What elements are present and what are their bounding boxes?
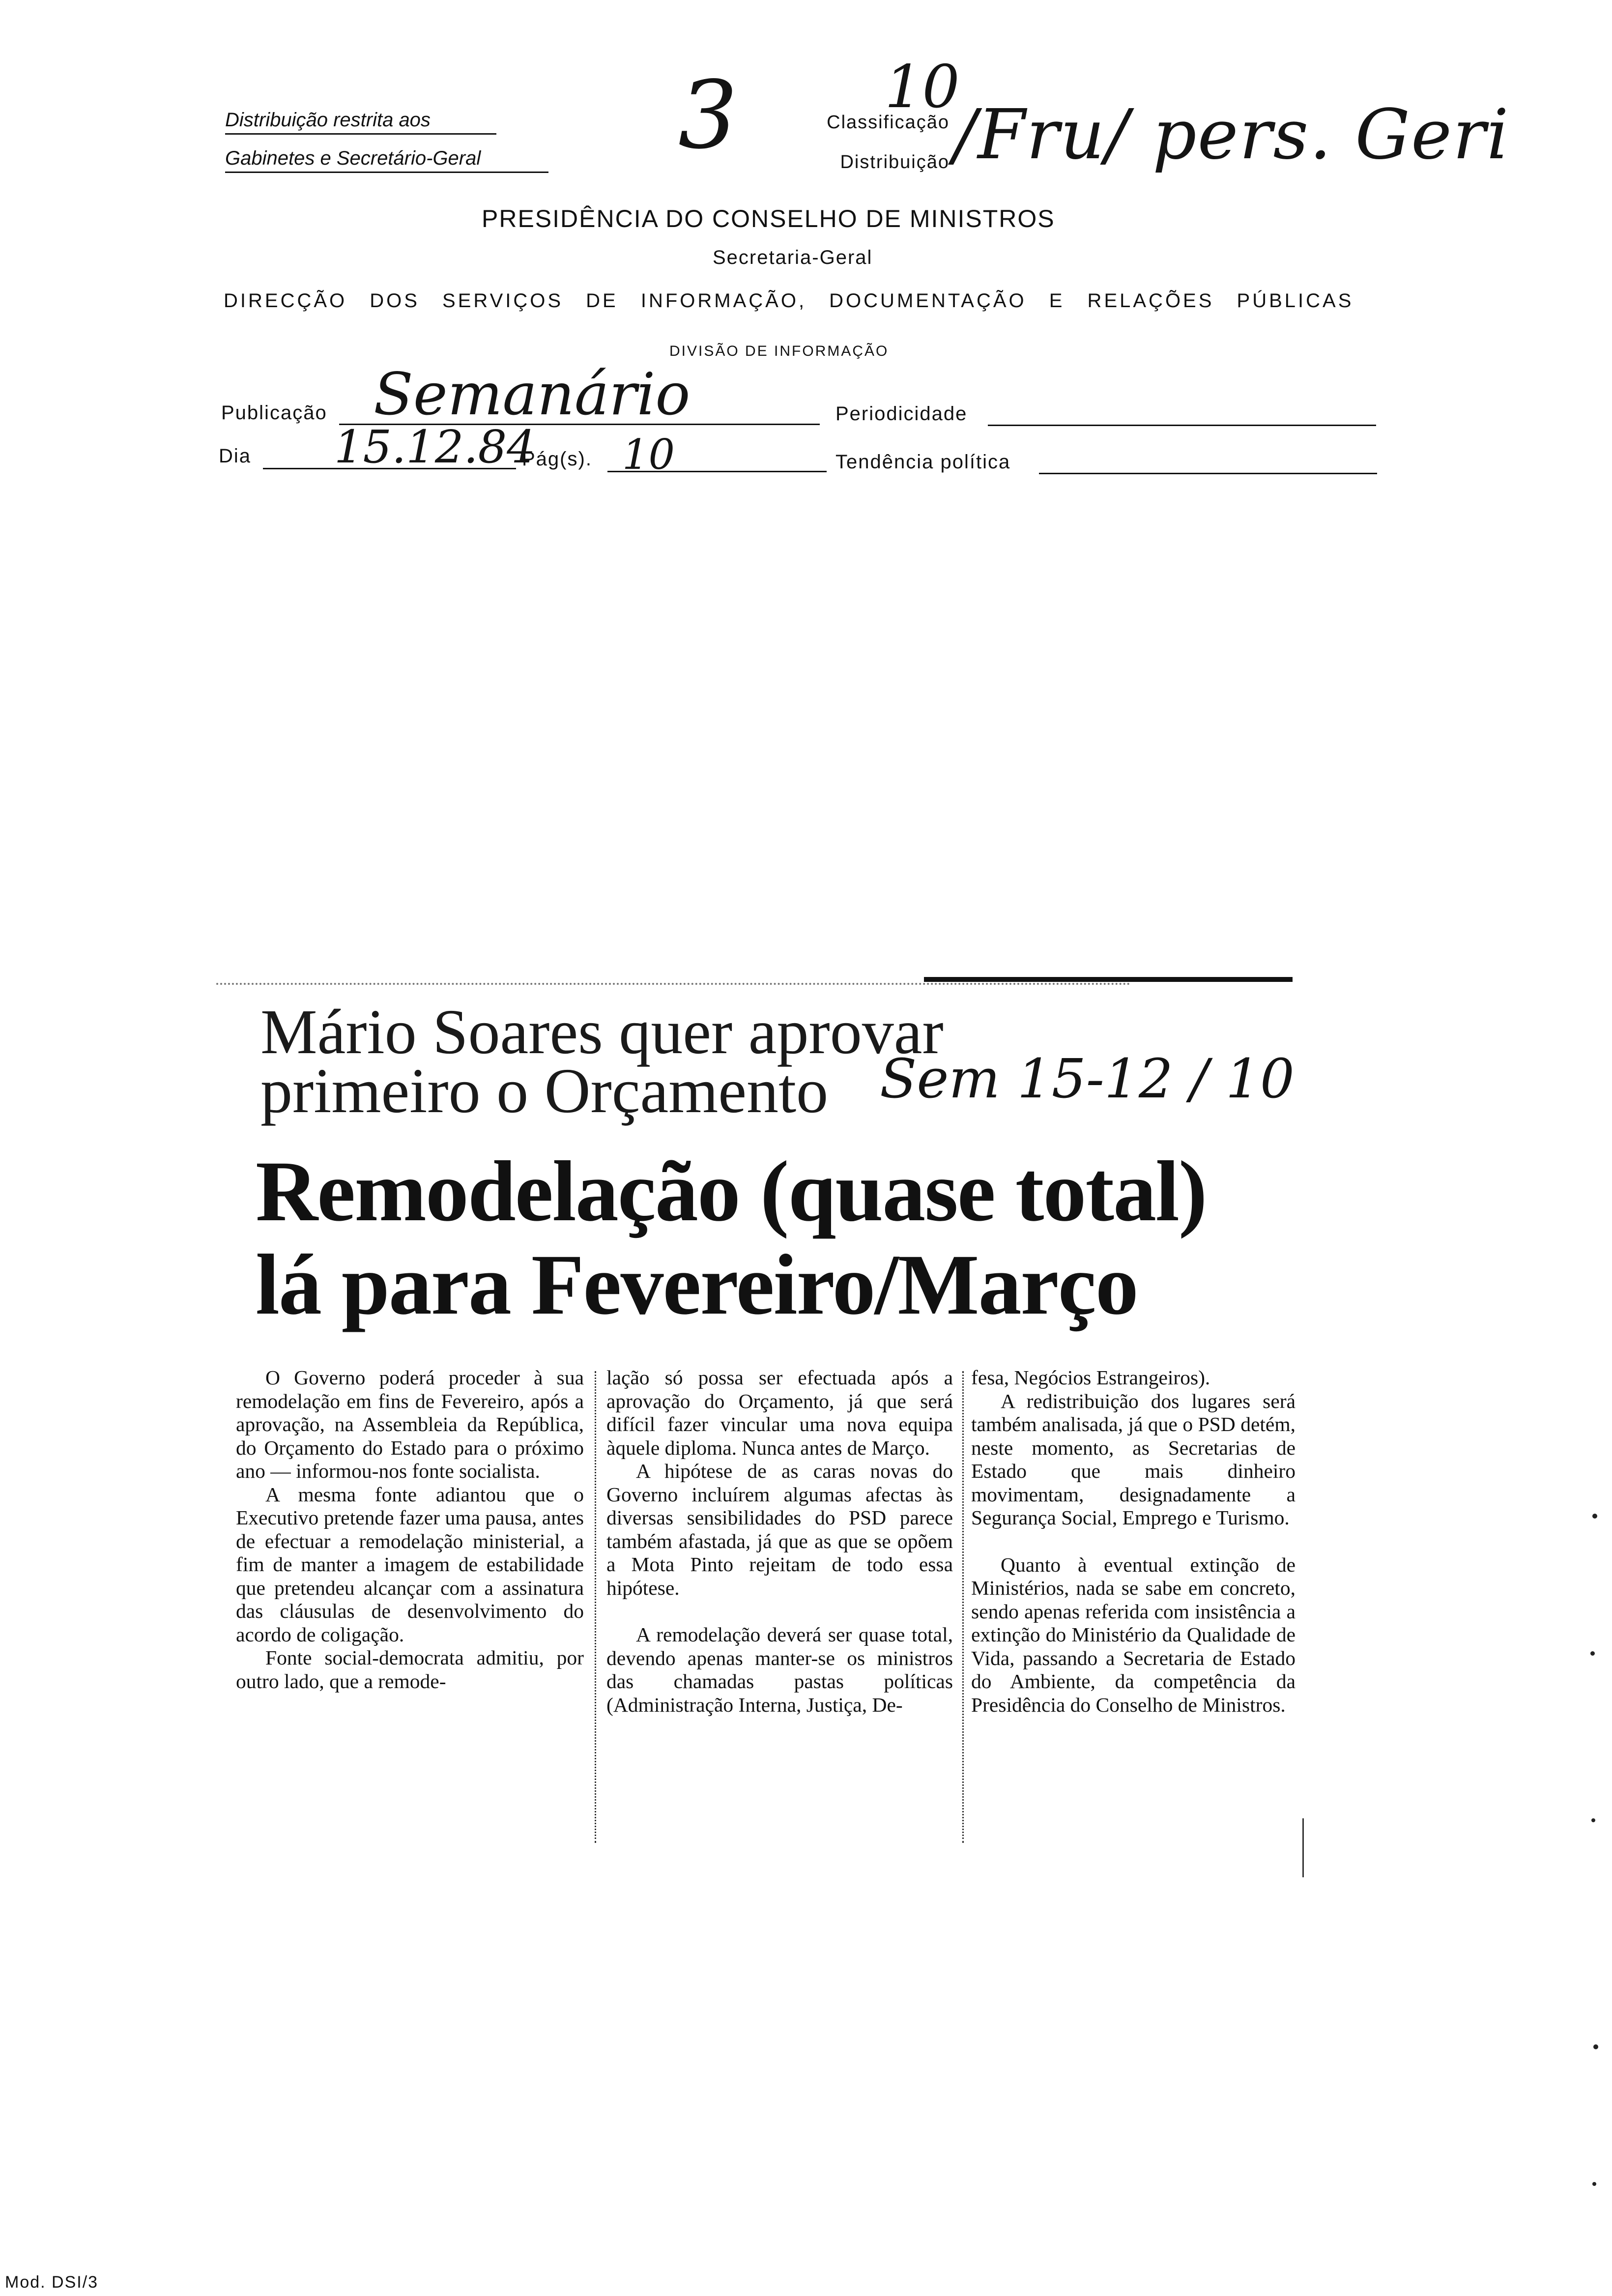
periodicidade-line (988, 425, 1376, 426)
handwritten-classification: 10 (885, 53, 960, 121)
pags-value: 10 (622, 430, 675, 479)
publicacao-label: Publicação (221, 402, 327, 424)
kicker-line-1: Mário Soares quer aprovar (260, 997, 944, 1067)
col2-paragraph-2: A hipótese de as caras novas do Governo incluírem algumas afectas às diversas sensibilidades do PSD parece também afastada, já que as que se opõem a Mota Pinto rejeitam de todo essa hipótese. (606, 1460, 953, 1599)
tendencia-line (1039, 473, 1377, 474)
clip-top-rule (924, 977, 1293, 982)
scan-mark (1302, 1818, 1304, 1877)
dia-label: Dia (219, 445, 252, 467)
col3-paragraph-3: Quanto à eventual extinção de Ministérios, nada se sabe em concreto, sendo apenas referida com insistência a extinção do Ministério da Qualidade de Vida, passando a Secretaria de Estado do Ambiente, da competência da Presidência do Conselho de Ministros. (971, 1553, 1295, 1716)
direccao-servicos: DIRECÇÃO DOS SERVIÇOS DE INFORMAÇÃO, DOCUMENTAÇÃO E RELAÇÕES PÚBLICAS (224, 290, 1354, 312)
divisao-informacao: DIVISÃO DE INFORMAÇÃO (669, 343, 889, 359)
article-headline (256, 1145, 1207, 1332)
article-column-1 (236, 1366, 584, 1693)
tendencia-label: Tendência política (835, 451, 1011, 473)
article-column-2 (606, 1366, 953, 1717)
scan-speck (1592, 1514, 1597, 1519)
article-kicker (260, 997, 944, 1126)
secretaria-geral: Secretaria-Geral (713, 247, 873, 268)
distribution-line-2: Gabinetes e Secretário-Geral (225, 147, 548, 173)
distribution-notice (225, 109, 548, 173)
article-column-3 (971, 1366, 1295, 1717)
handwritten-distribution: /Fru/ pers. Geri (953, 95, 1510, 175)
scan-speck (1592, 2182, 1596, 2186)
handwritten-number: 3 (678, 61, 738, 170)
col1-paragraph-2: A mesma fonte adiantou que o Executivo pretende fazer uma pausa, antes de efectuar a remodelação ministerial, a fim de manter a imagem de estabilidade que pretendeu alcançar com a assinatura das cláusulas de desenvolvimento do acordo de coligação. (236, 1483, 584, 1646)
dia-value: 15.12.84 (334, 421, 536, 473)
kicker-line-2: primeiro o Orçamento (260, 1056, 829, 1126)
headline-line-1: Remodelação (quase total) (256, 1144, 1207, 1239)
classificacao-label: Classificação (827, 112, 950, 133)
distribution-line-1: Distribuição restrita aos (225, 109, 496, 135)
col3-paragraph-2: A redistribuição dos lugares será também analisada, já que o PSD detém, neste momento, as Secretarias de Estado que mais dinheiro movimentam, designadamente a Segurança Social, Emprego e Turismo. (971, 1389, 1295, 1529)
col1-paragraph-1: O Governo poderá proceder à sua remodelação em fins de Fevereiro, após a aprovação, na Assembleia da República, do Orçamento do Estado para o próximo ano — informou-nos fonte socialista. (236, 1366, 584, 1482)
col1-paragraph-3: Fonte social-democrata admitiu, por outro lado, que a remode- (236, 1646, 584, 1693)
publicacao-value: Semanário (374, 360, 691, 428)
scan-speck (1591, 1818, 1595, 1822)
institution-title: PRESIDÊNCIA DO CONSELHO DE MINISTROS (482, 205, 1055, 232)
form-code: Mod. DSI/3 (5, 2273, 99, 2292)
clip-stamp: Sem 15-12 / 10 (880, 1047, 1295, 1110)
periodicidade-label: Periodicidade (835, 403, 968, 425)
column-separator-2 (962, 1371, 964, 1843)
col3-paragraph-1: fesa, Negócios Estrangeiros). (971, 1366, 1210, 1389)
distribuicao-label: Distribuição (840, 152, 950, 172)
col2-paragraph-1: lação só possa ser efectuada após a aprovação do Orçamento, já que será difícil fazer vincular uma nova equipa àquele diploma. Nunca antes de Março. (606, 1366, 953, 1459)
pags-label: Pág(s). (522, 448, 592, 470)
column-separator-1 (595, 1371, 596, 1843)
clip-top-noise (216, 983, 1130, 985)
scan-speck (1593, 2044, 1598, 2049)
headline-line-2: lá para Fevereiro/Março (256, 1237, 1138, 1333)
col2-paragraph-3: A remodelação deverá ser quase total, devendo apenas manter-se os ministros das chamadas pastas políticas (Administração Interna, Justiça, De- (606, 1623, 953, 1716)
scan-speck (1590, 1651, 1595, 1656)
